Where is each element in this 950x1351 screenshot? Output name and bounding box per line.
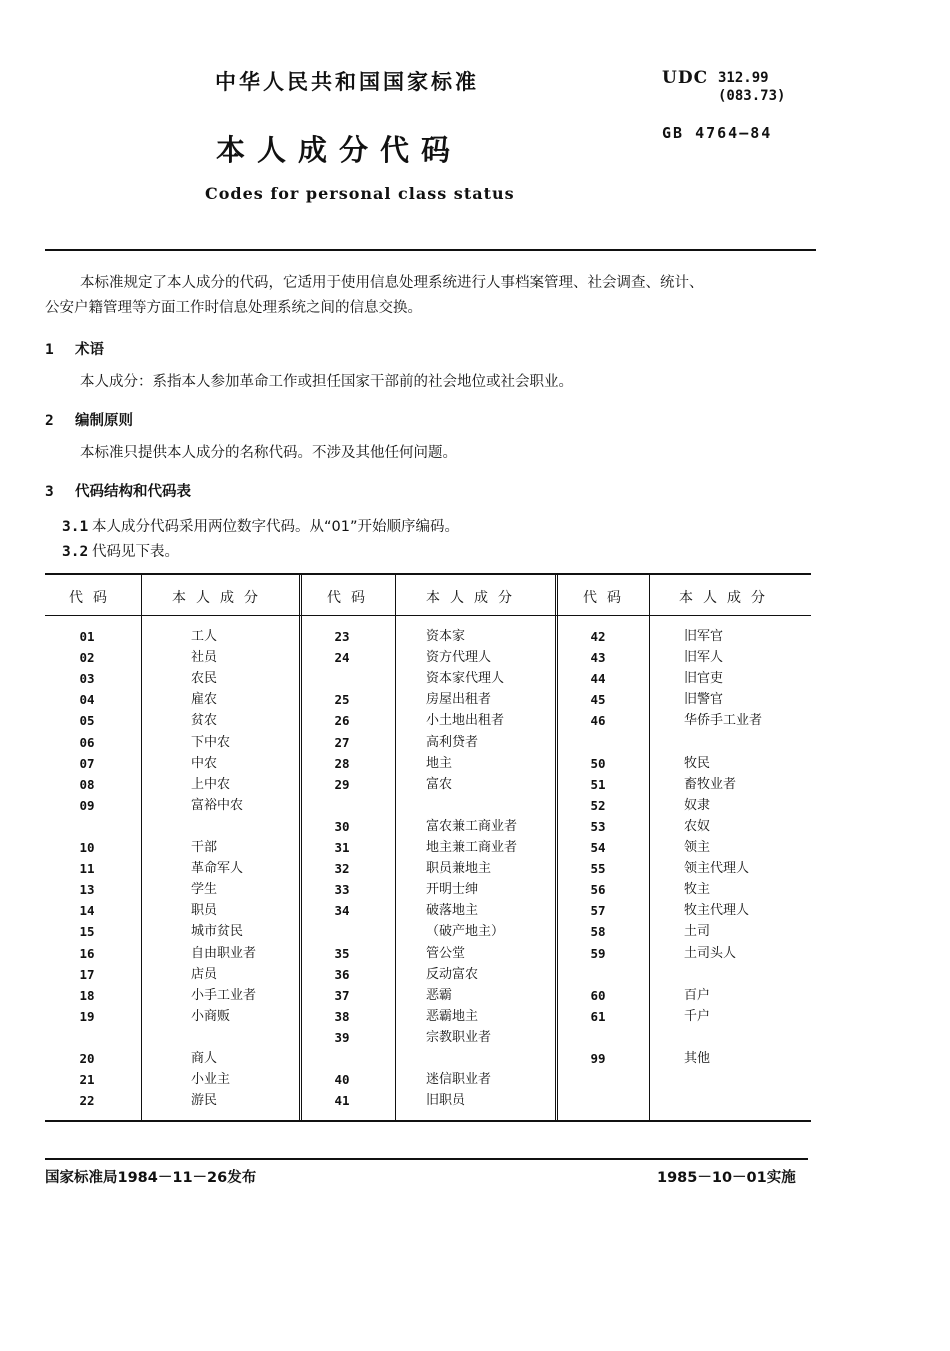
- table-cell-class: 破落地主: [426, 903, 479, 919]
- table-cell-class: 牧主代理人: [684, 903, 750, 919]
- table-cell-code: [307, 668, 377, 689]
- table-cell-code: 41: [334, 1093, 350, 1109]
- header-code: 代码: [583, 590, 631, 606]
- table-cell-code: 53: [590, 818, 606, 834]
- header-class: 本人成分: [679, 590, 775, 606]
- table-cell-class: 牧主: [684, 882, 711, 898]
- section-number: 2: [45, 413, 54, 429]
- table-cell-class: 百户: [684, 987, 711, 1003]
- table-cell-class: 农民: [191, 671, 218, 687]
- table-cell-class: 店员: [191, 966, 218, 982]
- subsection-number: 3.2: [62, 544, 89, 560]
- table-cell-code: 99: [590, 1051, 606, 1066]
- table-top-border: [45, 573, 811, 575]
- table-cell-code: [563, 732, 633, 753]
- section-number: 3: [45, 484, 54, 500]
- header-code: 代码: [69, 590, 117, 606]
- table-cell-code: 46: [590, 713, 606, 729]
- table-cell-code: 58: [590, 924, 606, 940]
- table-cell-class: 高利贷者: [426, 734, 479, 750]
- table-cell-class: 领主代理人: [684, 861, 750, 877]
- table-cell-code: 15: [79, 924, 95, 940]
- table-cell-class: 革命军人: [191, 861, 244, 877]
- table-cell-class: 其他: [684, 1051, 711, 1066]
- table-cell-class: 上中农: [191, 776, 231, 792]
- table-cell-code: 01: [79, 629, 95, 644]
- section-number: 1: [45, 342, 54, 358]
- subsection-text: 代码见下表。: [92, 544, 179, 560]
- table-cell-class: 旧职员: [426, 1093, 466, 1109]
- table-cell-class: 学生: [191, 882, 218, 898]
- table-cell-class: 迷信职业者: [426, 1072, 492, 1088]
- document-title-english: Codes for personal class status: [205, 184, 515, 203]
- table-cell-code: 27: [334, 734, 350, 750]
- table-cell-code: 36: [334, 966, 350, 982]
- column-divider: [395, 573, 396, 1122]
- table-cell-class: （破产地主）: [426, 924, 505, 940]
- table-cell-class: 千户: [684, 1008, 711, 1024]
- column-divider: [301, 573, 302, 1122]
- subsection-3-1: [62, 515, 459, 539]
- table-cell-code: 56: [590, 882, 606, 898]
- column-divider: [299, 573, 300, 1122]
- column-divider: [555, 573, 556, 1122]
- table-cell-class: 下中农: [191, 734, 231, 750]
- udc-label: UDC: [662, 68, 709, 88]
- table-cell-code: 21: [79, 1072, 95, 1088]
- issued-date: 国家标准局1984－11－26发布: [45, 1170, 257, 1186]
- section-3-heading: [45, 480, 191, 501]
- table-cell-class: 恶霸: [426, 987, 453, 1003]
- table-cell-code: 61: [590, 1008, 606, 1024]
- column-divider: [649, 573, 650, 1122]
- udc-number: 312.99: [718, 70, 769, 86]
- table-cell-code: 54: [590, 840, 606, 855]
- table-cell-class: 商人: [191, 1051, 218, 1066]
- table-cell-code: 44: [590, 671, 606, 687]
- table-cell-code: 22: [79, 1093, 95, 1109]
- table-cell-code: 43: [590, 650, 606, 666]
- table-cell-code: 11: [79, 861, 95, 877]
- table-cell-code: 07: [79, 755, 95, 771]
- table-cell-class: 资本家代理人: [426, 671, 505, 687]
- table-cell-code: 60: [590, 987, 606, 1003]
- footer-divider: [45, 1158, 808, 1160]
- column-divider: [557, 573, 558, 1122]
- table-cell-code: 17: [79, 966, 95, 982]
- table-cell-class: 游民: [191, 1093, 218, 1109]
- table-cell-class: 自由职业者: [191, 945, 257, 961]
- table-cell-class: 富农: [426, 776, 453, 792]
- header-divider: [45, 249, 816, 251]
- table-cell-class: 开明士绅: [426, 882, 479, 898]
- table-cell-code: [52, 1027, 122, 1048]
- table-cell-code: 09: [79, 797, 95, 813]
- section-2-body: 本标准只提供本人成分的名称代码。不涉及其他任何问题。: [80, 445, 457, 461]
- table-cell-class: 富裕中农: [191, 797, 244, 813]
- table-cell-class: 小土地出租者: [426, 713, 505, 729]
- table-cell-code: 05: [79, 713, 95, 729]
- table-cell-class: 土司: [684, 924, 711, 940]
- section-title: 代码结构和代码表: [75, 484, 191, 500]
- table-cell-code: 42: [590, 629, 606, 644]
- table-cell-class: 奴隶: [684, 797, 711, 813]
- table-cell-class: 旧警官: [684, 692, 724, 708]
- table-cell-class: 富农兼工商业者: [426, 818, 518, 834]
- table-cell-class: 反动富农: [426, 966, 479, 982]
- table-cell-code: 50: [590, 755, 606, 771]
- table-cell-code: [307, 1048, 377, 1069]
- table-cell-class: 工人: [191, 629, 218, 644]
- table-cell-class: 领主: [684, 840, 711, 855]
- table-cell-class: 城市贫民: [191, 924, 244, 940]
- section-1-heading: [45, 338, 104, 359]
- udc-sub-number: (083.73): [718, 88, 786, 104]
- table-cell-class: 雇农: [191, 692, 218, 708]
- table-cell-class: 地主兼工商业者: [426, 840, 518, 855]
- table-cell-code: 40: [334, 1072, 350, 1088]
- table-cell-code: 57: [590, 903, 606, 919]
- table-cell-code: 02: [79, 650, 95, 666]
- table-cell-class: 旧军官: [684, 629, 724, 644]
- table-cell-code: 31: [334, 840, 350, 855]
- table-cell-class: 农奴: [684, 818, 711, 834]
- table-cell-code: 51: [590, 776, 606, 792]
- table-cell-code: 38: [334, 1008, 350, 1024]
- table-cell-code: 08: [79, 776, 95, 792]
- table-cell-code: 37: [334, 987, 350, 1003]
- column-divider: [141, 573, 142, 1122]
- table-cell-class: 小商贩: [191, 1008, 231, 1024]
- gb-number: GB 4764—84: [662, 124, 773, 142]
- table-cell-class: 牧民: [684, 755, 711, 771]
- document-title: 本人成分代码: [216, 133, 463, 167]
- table-cell-code: 24: [334, 650, 350, 666]
- section-title: 编制原则: [75, 413, 133, 429]
- table-cell-class: 资方代理人: [426, 650, 492, 666]
- table-cell-code: [563, 1090, 633, 1111]
- section-1-body: 本人成分：系指本人参加革命工作或担任国家干部前的社会地位或社会职业。: [80, 374, 573, 390]
- code-table: [45, 573, 811, 1122]
- table-cell-code: 18: [79, 987, 95, 1003]
- table-cell-class: 旧官吏: [684, 671, 724, 687]
- subsection-text: 本人成分代码采用两位数字代码。从“01”开始顺序编码。: [92, 519, 459, 535]
- table-bottom-border: [45, 1120, 811, 1122]
- table-cell-code: 13: [79, 882, 95, 898]
- table-cell-code: [563, 964, 633, 985]
- table-cell-class: 畜牧业者: [684, 776, 737, 792]
- table-cell-code: 16: [79, 945, 95, 961]
- table-cell-code: 26: [334, 713, 350, 729]
- table-cell-code: 33: [334, 882, 350, 898]
- table-cell-class: 土司头人: [684, 945, 737, 961]
- table-cell-class: 小手工业者: [191, 987, 257, 1003]
- table-cell-code: 39: [334, 1029, 350, 1045]
- table-cell-code: [563, 1027, 633, 1048]
- table-cell-class: 房屋出租者: [426, 692, 492, 708]
- table-cell-code: 28: [334, 755, 350, 771]
- table-cell-class: 资本家: [426, 629, 466, 644]
- table-cell-class: 旧军人: [684, 650, 724, 666]
- subsection-3-2: [62, 540, 179, 564]
- table-header-rule: [45, 615, 811, 616]
- national-standard-heading: 中华人民共和国国家标准: [215, 70, 479, 94]
- table-cell-code: 35: [334, 945, 350, 961]
- table-cell-code: 19: [79, 1008, 95, 1024]
- table-cell-code: 06: [79, 734, 95, 750]
- table-cell-code: [307, 921, 377, 942]
- table-cell-code: 14: [79, 903, 95, 919]
- table-cell-code: 45: [590, 692, 606, 708]
- table-cell-code: [307, 795, 377, 816]
- table-cell-code: 59: [590, 945, 606, 961]
- header-class: 本人成分: [426, 590, 522, 606]
- table-cell-class: 贫农: [191, 713, 218, 729]
- header-code: 代码: [327, 590, 375, 606]
- table-cell-class: 地主: [426, 755, 453, 771]
- table-cell-code: 34: [334, 903, 350, 919]
- section-2-heading: [45, 409, 133, 430]
- header-class: 本人成分: [172, 590, 268, 606]
- table-cell-code: 32: [334, 861, 350, 877]
- table-cell-code: 25: [334, 692, 350, 708]
- table-cell-code: 04: [79, 692, 95, 708]
- table-cell-class: 职员兼地主: [426, 861, 492, 877]
- effective-date: 1985－10－01实施: [657, 1170, 796, 1186]
- table-cell-code: 30: [334, 818, 350, 834]
- section-title: 术语: [75, 342, 104, 358]
- intro-line-1: 本标准规定了本人成分的代码，它适用于使用信息处理系统进行人事档案管理、社会调查、统计、: [80, 275, 704, 291]
- table-cell-code: [563, 1069, 633, 1090]
- table-cell-class: 社员: [191, 650, 218, 666]
- table-cell-code: 10: [79, 840, 95, 855]
- table-cell-code: 52: [590, 797, 606, 813]
- table-cell-code: 29: [334, 776, 350, 792]
- table-cell-class: 华侨手工业者: [684, 713, 763, 729]
- table-cell-class: 管公堂: [426, 945, 466, 961]
- intro-line-2: 公安户籍管理等方面工作时信息处理系统之间的信息交换。: [45, 300, 422, 316]
- table-cell-code: 55: [590, 861, 606, 877]
- table-cell-class: 宗教职业者: [426, 1029, 492, 1045]
- table-cell-code: 03: [79, 671, 95, 687]
- table-cell-code: 20: [79, 1051, 95, 1066]
- subsection-number: 3.1: [62, 519, 89, 535]
- table-cell-class: 干部: [191, 840, 218, 855]
- table-cell-class: 职员: [191, 903, 218, 919]
- table-cell-class: 小业主: [191, 1072, 231, 1088]
- table-cell-code: [52, 816, 122, 837]
- table-cell-class: 恶霸地主: [426, 1008, 479, 1024]
- table-cell-code: 23: [334, 629, 350, 644]
- table-cell-class: 中农: [191, 755, 218, 771]
